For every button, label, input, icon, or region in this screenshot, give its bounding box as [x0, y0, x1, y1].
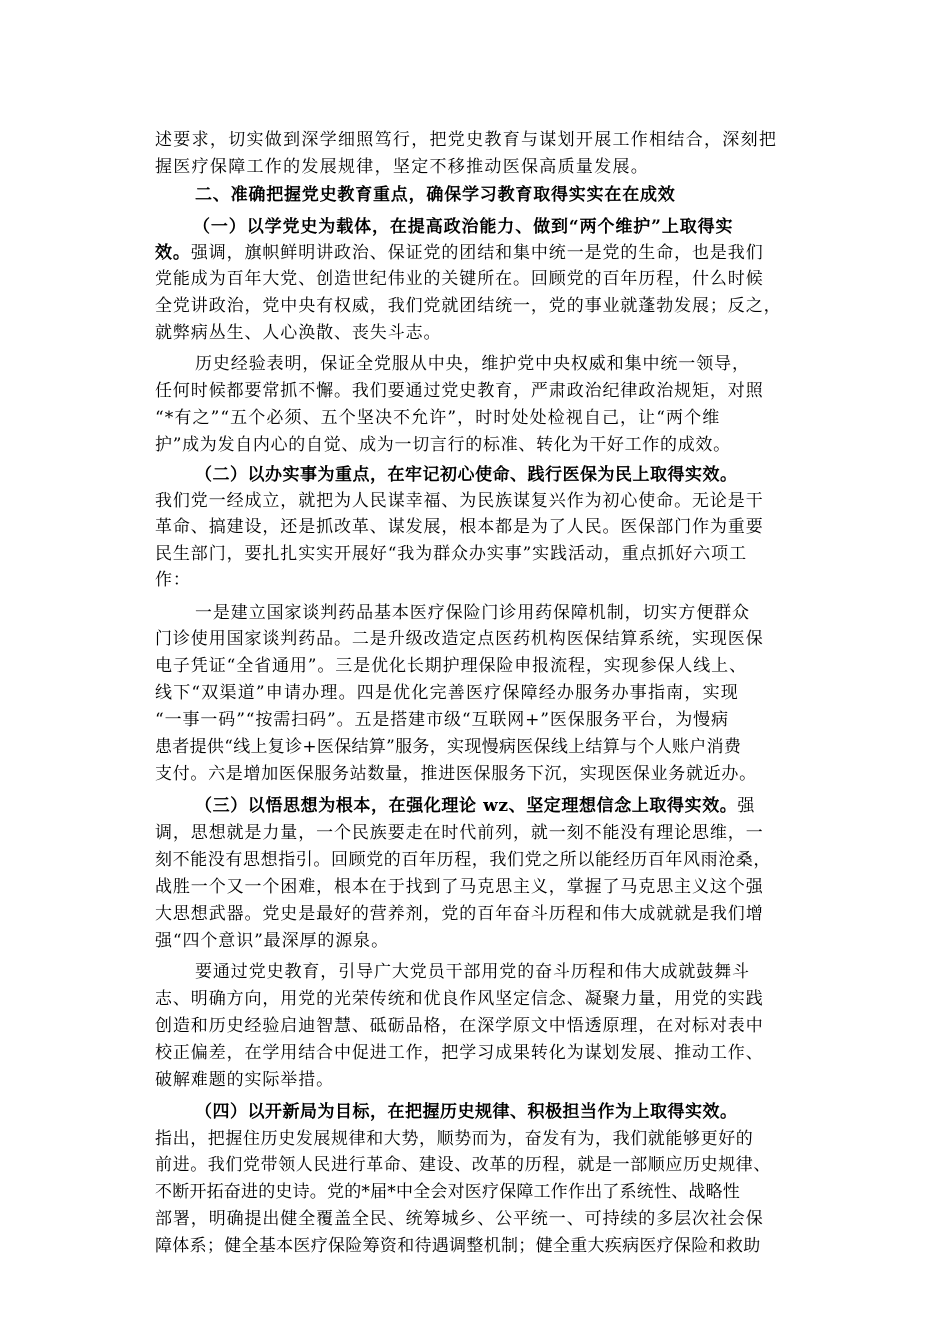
body-line-41: [155, 1235, 761, 1257]
body-line-38: [155, 1154, 771, 1176]
text-span: 患者提供“线上复诊+医保结算”服务，实现慢病医保线上结算与个人账户消费: [155, 737, 742, 757]
body-line-17: [155, 569, 191, 591]
text-span: 护”成为发自内心的自觉、成为一切言行的标准、转化为干好工作的成效。: [155, 435, 731, 455]
body-line-31: [195, 961, 750, 983]
body-line-15: [155, 516, 764, 538]
body-line-32: [155, 988, 764, 1010]
body-line-10: [155, 380, 764, 402]
text-span: 指出，把握住历史发展规律和大势，顺势而为，奋发有为，我们就能够更好的: [155, 1129, 754, 1149]
body-line-35: [155, 1069, 334, 1091]
text-span: 强“四个意识”最深厚的源泉。: [155, 931, 389, 951]
text-span: 线下“双渠道”申请办理。四是优化完善医疗保障经办服务办事指南，实现: [155, 683, 739, 703]
heading-text: （四）以开新局为目标，在把握历史规律、积极担当作为上取得实效。: [195, 1102, 738, 1122]
heading-text: （三）以悟思想为根本，在强化理论 wz、坚定理想信念上取得实效。: [195, 796, 738, 816]
body-line-12: [155, 434, 731, 456]
text-span: 大思想武器。党史是最好的营养剂，党的百年奋斗历程和伟大成就就是我们增: [155, 904, 764, 924]
body-line-40: [155, 1208, 764, 1230]
text-span: 革命、搞建设，还是抓改革、谋发展，根本都是为了人民。医保部门作为重要: [155, 517, 764, 537]
text-span: 作：: [155, 570, 191, 590]
text-span: 障体系；健全基本医疗保险筹资和待遇调整机制；健全重大疾病医疗保险和救助: [155, 1236, 761, 1256]
body-line-29: [155, 903, 764, 925]
text-span: 志、明确方向，用党的光荣传统和优良作风坚定信念、凝聚力量，用党的实践: [155, 989, 764, 1009]
section-heading: [195, 184, 676, 206]
text-span: 强调，旗帜鲜明讲政治、保证党的团结和集中统一是党的生命，也是我们: [190, 243, 764, 263]
text-span: 我们党一经成立，就把为人民谋幸福、为民族谋复兴作为初心使命。无论是干: [155, 491, 764, 511]
body-line-24: [155, 763, 757, 785]
heading-text: （一）以学党史为载体，在提高政治能力、做到“两个维护”上取得实: [193, 217, 734, 237]
body-line-11: [155, 407, 720, 429]
subsection-heading-1: [193, 216, 733, 238]
subsection-heading-2: [195, 464, 738, 486]
body-line-34: [155, 1042, 764, 1064]
text-span: 校正偏差，在学用结合中促进工作，把学习成果转化为谋划发展、推动工作、: [155, 1043, 764, 1063]
text-span: 任何时候都要常抓不懈。我们要通过党史教育，严肃政治纪律政治规矩，对照: [155, 381, 764, 401]
text-span: 全党讲政治，党中央有权威，我们党就团结统一，党的事业就蓬勃发展；反之，: [155, 296, 782, 316]
body-line-30: [155, 930, 389, 952]
text-span: 强: [737, 796, 756, 816]
body-line-19: [155, 628, 764, 650]
body-line-6: [155, 268, 764, 290]
body-line-7: [155, 295, 782, 317]
text-span: 门诊使用国家谈判药品。二是升级改造定点医药机构医保结算系统，实现医保: [155, 629, 764, 649]
text-span: 部署，明确提出健全覆盖全民、统筹城乡、公平统一、可持续的多层次社会保: [155, 1209, 764, 1229]
text-span: 战胜一个又一个困难，根本在于找到了马克思主义，掌握了马克思主义这个强: [155, 877, 764, 897]
body-line-8: [155, 322, 441, 344]
text-span: 述要求，切实做到深学细照笃行，把党史教育与谋划开展工作相结合，深刻把: [155, 130, 778, 150]
text-span: 支付。六是增加医保服务站数量，推进医保服务下沉，实现医保业务就近办。: [155, 764, 757, 784]
text-span: 握医疗保障工作的发展规律，坚定不移推动医保高质量发展。: [155, 157, 650, 177]
body-line-27: [155, 849, 771, 871]
body-line-21: [155, 682, 739, 704]
heading-text: 效。: [155, 243, 191, 263]
text-span: 一是建立国家谈判药品基本医疗保险门诊用药保障机制，切实方便群众: [195, 603, 750, 623]
body-line-18: [195, 602, 750, 624]
text-span: 民生部门，要扎扎实实开展好“我为群众办实事”实践活动，重点抓好六项工: [155, 544, 747, 564]
body-line-28: [155, 876, 764, 898]
text-span: 前进。我们党带领人民进行革命、建设、改革的历程，就是一部顺应历史规律、: [155, 1155, 771, 1175]
text-span: 创造和历史经验启迪智慧、砥砺品格，在深学原文中悟透原理，在对标对表中: [155, 1016, 764, 1036]
body-line-20: [155, 655, 747, 677]
text-span: 调，思想就是力量，一个民族要走在时代前列，就一刻不能没有理论思维，一: [155, 823, 764, 843]
body-line-16: [155, 543, 747, 565]
text-span: “一事一码”“按需扫码”。五是搭建市级“互联网+”医保服务平台，为慢病: [155, 710, 729, 730]
heading-text: （二）以办实事为重点，在牢记初心使命、践行医保为民上取得实效。: [195, 465, 738, 485]
subsection-heading-3: [195, 795, 755, 817]
text-span: 不断开拓奋进的史诗。党的*届*中全会对医疗保障工作作出了系统性、战略性: [155, 1182, 740, 1202]
text-span: 电子凭证“全省通用”。三是优化长期护理保险申报流程，实现参保人线上、: [155, 656, 747, 676]
body-line-26: [155, 822, 764, 844]
body-line-14: [155, 490, 764, 512]
body-line-1: [155, 129, 777, 151]
heading-text: 二、准确把握党史教育重点，确保学习教育取得实实在在成效: [195, 185, 676, 205]
text-span: 就弊病丛生、人心涣散、丧失斗志。: [155, 323, 442, 343]
text-span: “*有之”“五个必须、五个坚决不允许”，时时处处检视自己，让“两个维: [155, 408, 721, 428]
text-span: 历史经验表明，保证全党服从中央，维护党中央权威和集中统一领导，: [195, 354, 750, 374]
body-line-9: [195, 353, 750, 375]
body-line-23: [155, 736, 741, 758]
body-line-5: [155, 242, 764, 264]
subsection-heading-4: [195, 1101, 738, 1123]
text-span: 破解难题的实际举措。: [155, 1070, 334, 1090]
text-span: 党能成为百年大党、创造世纪伟业的关键所在。回顾党的百年历程，什么时候: [155, 269, 764, 289]
body-line-22: [155, 709, 729, 731]
body-line-37: [155, 1128, 753, 1150]
body-line-2: [155, 156, 649, 178]
text-span: 刻不能没有思想指引。回顾党的百年历程，我们党之所以能经历百年风雨沧桑，: [155, 850, 771, 870]
body-line-33: [155, 1015, 764, 1037]
text-span: 要通过党史教育，引导广大党员干部用党的奋斗历程和伟大成就鼓舞斗: [195, 962, 750, 982]
body-line-39: [155, 1181, 740, 1203]
